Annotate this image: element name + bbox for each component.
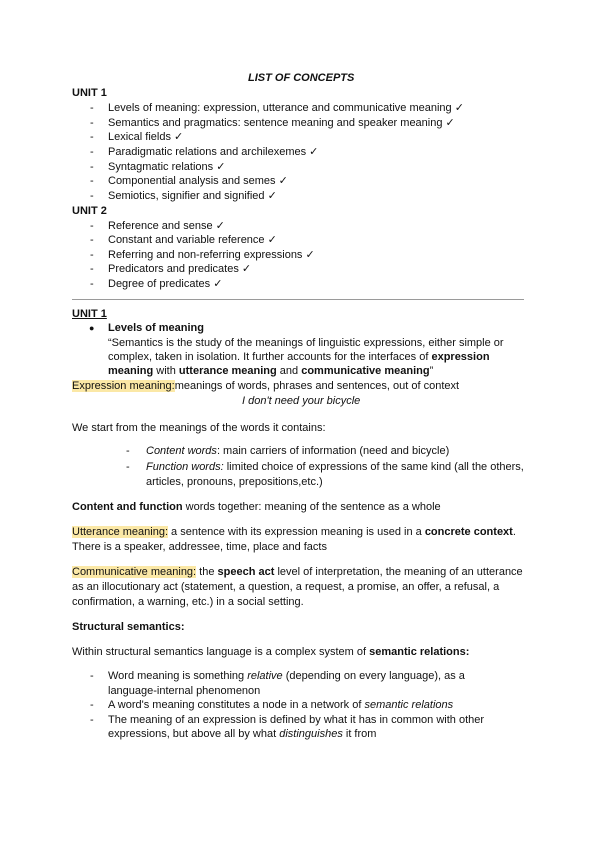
dash-marker: - [90, 263, 94, 275]
list-item: Reference and sense ✓ [108, 220, 225, 232]
structural-semantics-heading: Structural semantics: [72, 621, 185, 633]
dash-marker: - [90, 131, 94, 143]
quote-line: meaning with utterance meaning and communicative meaning” [108, 365, 434, 377]
horizontal-divider [72, 299, 524, 300]
list-item: Predicators and predicates ✓ [108, 263, 252, 275]
dash-marker: - [90, 102, 94, 114]
list-item: Degree of predicates ✓ [108, 278, 223, 290]
dash-marker: - [90, 234, 94, 246]
list-item: Lexical fields ✓ [108, 131, 184, 143]
list-item: A word's meaning constitutes a node in a network of semantic relations [108, 699, 454, 711]
list-item: Referring and non-referring expressions ✓ [108, 249, 315, 261]
example-sentence: I don't need your bicycle [242, 395, 361, 407]
list-item: Semantics and pragmatics: sentence meaning and speaker meaning ✓ [108, 117, 455, 129]
communicative-meaning-line: Communicative meaning: the speech act level of interpretation, the meaning of an utterance [72, 566, 523, 578]
check-icon: ✓ [305, 249, 315, 261]
list-item: Semiotics, signifier and signified ✓ [108, 190, 277, 202]
check-icon: ✓ [174, 131, 184, 143]
function-words-continued: articles, pronouns, prepositions,etc.) [146, 476, 323, 488]
list-item: Componential analysis and semes ✓ [108, 175, 288, 187]
dash-marker: - [126, 445, 130, 457]
list-item: Syntagmatic relations ✓ [108, 161, 226, 173]
list-item: Word meaning is something relative (depending on every language), as a [108, 670, 465, 682]
levels-title: Levels of meaning [108, 322, 204, 334]
expression-meaning-label: Expression meaning: [72, 380, 175, 392]
unit1-heading: UNIT 1 [72, 87, 107, 99]
check-icon: ✓ [454, 102, 464, 114]
content-words-item: Content words: main carriers of information (need and bicycle) [146, 445, 450, 457]
page-title: LIST OF CONCEPTS [248, 72, 355, 84]
utterance-meaning-label: Utterance meaning: [72, 526, 168, 538]
dash-marker: - [90, 670, 94, 682]
check-icon: ✓ [213, 278, 223, 290]
dash-marker: - [90, 278, 94, 290]
list-item-continued: expressions, but above all by what distinguishes it from [108, 728, 377, 740]
communicative-meaning-continued: as an illocutionary act (statement, a question, a request, a promise, an offer, a refusal, a [72, 581, 500, 593]
dash-marker: - [90, 146, 94, 158]
dash-marker: - [90, 117, 94, 129]
list-item: Levels of meaning: expression, utterance and communicative meaning ✓ [108, 102, 464, 114]
dash-marker: - [90, 249, 94, 261]
check-icon: ✓ [215, 220, 225, 232]
quote-line: complex, taken in isolation. It further accounts for the interfaces of expression [108, 351, 490, 363]
start-text: We start from the meanings of the words it contains: [72, 422, 326, 434]
section-heading: UNIT 1 [72, 308, 107, 320]
dash-marker: - [90, 699, 94, 711]
dash-marker: - [90, 190, 94, 202]
check-icon: ✓ [267, 190, 277, 202]
dash-marker: - [90, 220, 94, 232]
dash-marker: - [90, 175, 94, 187]
communicative-meaning-continued: confirmation, a warning, etc.) in a social setting. [72, 596, 304, 608]
dash-marker: - [90, 714, 94, 726]
expression-meaning-line: Expression meaning:meanings of words, phrases and sentences, out of context [72, 380, 460, 392]
check-icon: ✓ [278, 175, 288, 187]
check-icon: ✓ [309, 146, 319, 158]
bullet-marker: ● [89, 323, 95, 333]
list-item: Paradigmatic relations and archilexemes ✓ [108, 146, 319, 158]
check-icon: ✓ [216, 161, 226, 173]
list-item: The meaning of an expression is defined by what it has in common with other [108, 714, 485, 726]
structural-semantics-intro: Within structural semantics language is a complex system of semantic relations: [72, 646, 470, 658]
dash-marker: - [126, 461, 130, 473]
utterance-meaning-continued: There is a speaker, addressee, time, place and facts [72, 541, 327, 553]
check-icon: ✓ [267, 234, 277, 246]
utterance-meaning-line: Utterance meaning: a sentence with its expression meaning is used in a concrete context. [72, 526, 516, 538]
communicative-meaning-label: Communicative meaning: [72, 566, 197, 578]
content-function-line: Content and function words together: meaning of the sentence as a whole [72, 501, 441, 513]
unit2-heading: UNIT 2 [72, 205, 107, 217]
check-icon: ✓ [445, 117, 455, 129]
quote-line: “Semantics is the study of the meanings of linguistic expressions, either simple or [108, 337, 504, 349]
function-words-item: Function words: limited choice of expressions of the same kind (all the others, [146, 461, 524, 473]
dash-marker: - [90, 161, 94, 173]
list-item-continued: language-internal phenomenon [108, 685, 261, 697]
list-item: Constant and variable reference ✓ [108, 234, 277, 246]
check-icon: ✓ [241, 263, 252, 275]
